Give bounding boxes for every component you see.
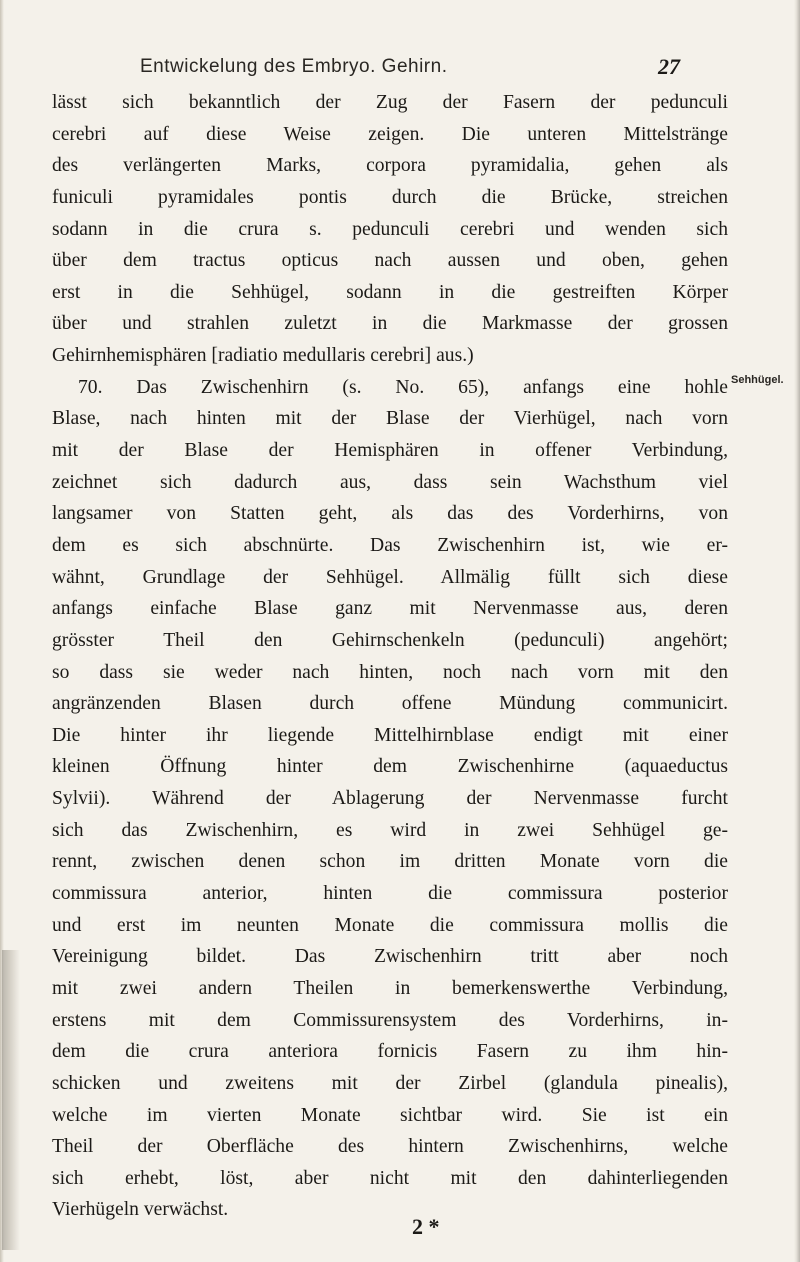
text-line: cerebri auf diese Weise zeigen. Die unteren Mittelstränge: [52, 123, 728, 145]
right-edge-shadow: [794, 0, 800, 1262]
text-line: rennt, zwischen denen schon im dritten Monate vorn die: [52, 851, 728, 873]
text-line: sodann in die crura s. pedunculi cerebri und wenden sich: [52, 218, 728, 240]
text-line: sich das Zwischenhirn, es wird in zwei Sehhügel ge-: [52, 819, 728, 841]
text-line: commissura anterior, hinten die commissura posterior: [52, 883, 728, 905]
text-line: erst in die Sehhügel, sodann in die gestreiften Körper: [52, 281, 728, 303]
text-line: Theil der Oberfläche des hintern Zwischenhirns, welche: [52, 1136, 728, 1158]
text-line: zeichnet sich dadurch aus, dass sein Wachsthum viel: [52, 471, 728, 493]
text-line: welche im vierten Monate sichtbar wird. Sie ist ein: [52, 1104, 728, 1126]
text-line: dem die crura anteriora fornicis Fasern zu ihm hin-: [52, 1041, 728, 1063]
text-line: Sylvii). Während der Ablagerung der Nervenmasse furcht: [52, 788, 728, 810]
text-line: kleinen Öffnung hinter dem Zwischenhirne (aquaeductus: [52, 756, 728, 778]
page-header: [140, 56, 680, 86]
text-line: anfangs einfache Blase ganz mit Nervenmasse aus, deren: [52, 598, 728, 620]
text-line: grösster Theil den Gehirnschenkeln (pedunculi) angehört;: [52, 629, 728, 651]
text-line: Vereinigung bildet. Das Zwischenhirn tritt aber noch: [52, 946, 728, 968]
marginal-note: Sehhügel.: [731, 374, 784, 386]
body-text: [52, 87, 728, 1226]
text-line: sich erhebt, löst, aber nicht mit den dahinterliegenden: [52, 1167, 728, 1189]
text-line: des verlängerten Marks, corpora pyramidalia, gehen als: [52, 155, 728, 177]
text-line: schicken und zweitens mit der Zirbel (glandula pinealis),: [52, 1072, 728, 1094]
text-line: erstens mit dem Commissurensystem des Vorderhirns, in-: [52, 1009, 728, 1031]
text-line: Die hinter ihr liegende Mittelhirnblase endigt mit einer: [52, 724, 728, 746]
paragraph-start-line: 70. Das Zwischenhirn (s. No. 65), anfangs eine hohle: [78, 376, 728, 398]
text-line: mit der Blase der Hemisphären in offener Verbindung,: [52, 440, 728, 462]
text-line: so dass sie weder nach hinten, noch nach vorn mit den: [52, 661, 728, 683]
text-line: Vierhügeln verwächst.: [52, 1199, 229, 1221]
text-line: und erst im neunten Monate die commissura mollis die: [52, 914, 728, 936]
text-line: angränzenden Blasen durch offene Mündung communicirt.: [52, 693, 728, 715]
signature-mark: 2 *: [412, 1214, 440, 1239]
text-line: wähnt, Grundlage der Sehhügel. Allmälig füllt sich diese: [52, 566, 728, 588]
binding-shadow: [2, 950, 20, 1250]
text-line: über dem tractus opticus nach aussen und oben, gehen: [52, 250, 728, 272]
text-line: Blase, nach hinten mit der Blase der Vierhügel, nach vorn: [52, 408, 728, 430]
running-head: Entwickelung des Embryo. Gehirn.: [140, 56, 448, 77]
text-line: funiculi pyramidales pontis durch die Brücke, streichen: [52, 186, 728, 208]
text-line: lässt sich bekanntlich der Zug der Fasern der pedunculi: [52, 92, 728, 113]
text-line: über und strahlen zuletzt in die Markmasse der grossen: [52, 313, 728, 335]
text-line: Gehirnhemisphären [radiatio medullaris cerebri] aus.): [52, 345, 474, 367]
page-number: 27: [658, 54, 680, 79]
text-line: langsamer von Statten geht, als das des Vorderhirns, von: [52, 503, 728, 525]
text-line: mit zwei andern Theilen in bemerkenswerthe Verbindung,: [52, 977, 728, 999]
text-line: dem es sich abschnürte. Das Zwischenhirn ist, wie er-: [52, 534, 728, 556]
